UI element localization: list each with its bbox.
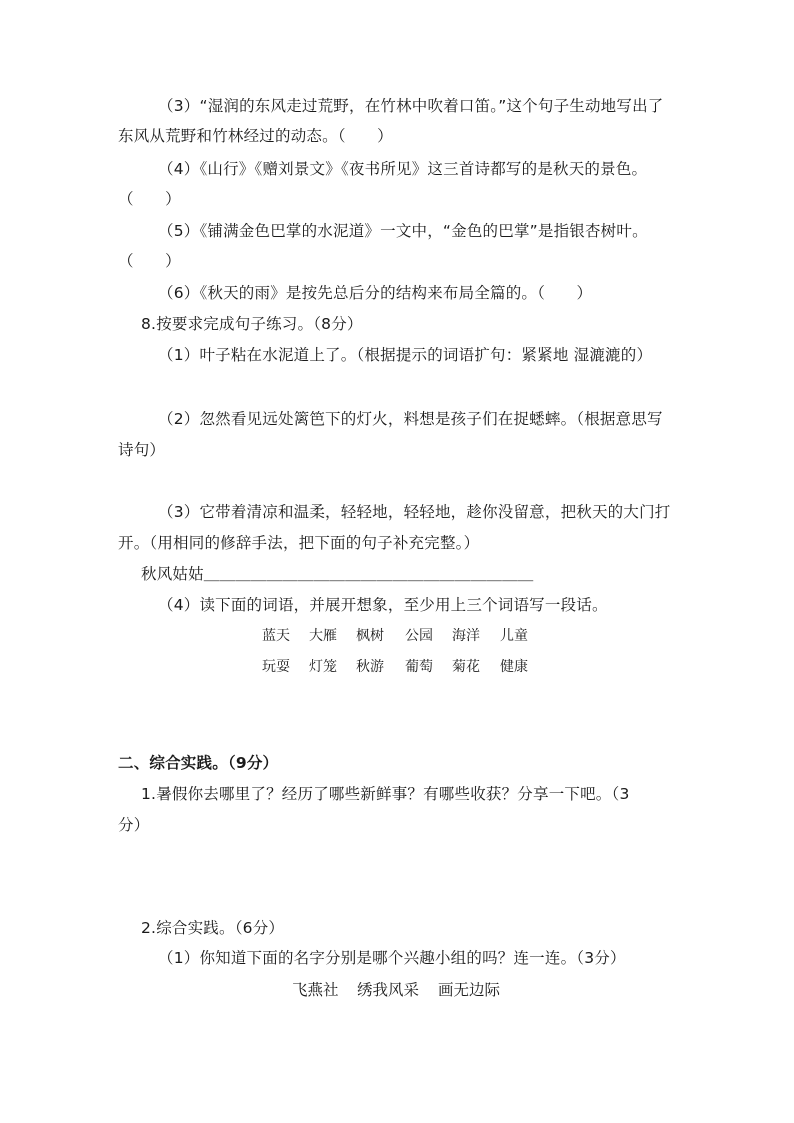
word-item: 健康 [500, 659, 528, 675]
group-name[interactable]: 飞燕社 [292, 981, 339, 999]
word-item: 公园 [405, 628, 433, 644]
word-item: 葡萄 [405, 659, 433, 675]
question-8-1: （1）叶子粘在水泥道上了。（根据提示的词语扩句：紧紧地 湿漉漉的） [158, 346, 653, 364]
section-2-heading: 二、综合实践。（9分） [118, 754, 279, 772]
word-item: 菊花 [452, 659, 480, 675]
judge-item-5-answer[interactable]: （ ） [118, 252, 181, 270]
word-item: 玩耍 [262, 659, 290, 675]
question-8-3-line2: 开。（用相同的修辞手法，把下面的句子补充完整。） [118, 534, 480, 552]
section-2-q1-line2: 分） [118, 816, 150, 834]
section-2-q2-title: 2.综合实践。（6分） [141, 919, 285, 937]
word-item: 秋游 [356, 659, 384, 675]
question-8-3-line1: （3）它带着清凉和温柔，轻轻地，轻轻地，趁你没留意，把秋天的大门打 [158, 503, 671, 521]
question-8-title: 8.按要求完成句子练习。（8分） [141, 315, 363, 333]
judge-item-4-answer[interactable]: （ ） [118, 190, 181, 208]
section-2-q2-sub1: （1）你知道下面的名字分别是哪个兴趣小组的吗？连一连。（3分） [158, 949, 626, 967]
word-list-row-1 [262, 627, 528, 645]
interest-group-names [292, 980, 500, 1000]
word-item: 枫树 [356, 628, 384, 644]
judge-item-4-line1: （4）《山行》《赠刘景文》《夜书所见》这三首诗都写的是秋天的景色。 [158, 160, 648, 178]
question-8-2-line2: 诗句） [118, 441, 166, 459]
word-item: 海洋 [452, 628, 480, 644]
word-item: 大雁 [309, 628, 337, 644]
question-8-3-fill-blank[interactable]: 秋风姑姑＿＿＿＿＿＿＿＿＿＿＿＿＿＿＿＿＿＿＿＿＿ [141, 565, 534, 583]
word-item: 儿童 [500, 628, 528, 644]
judge-item-6: （6）《秋天的雨》是按先总后分的结构来布局全篇的。（ ） [158, 284, 593, 302]
word-item: 蓝天 [262, 628, 290, 644]
question-8-2-line1: （2）忽然看见远处篱笆下的灯火，料想是孩子们在捉蟋蟀。（根据意思写 [158, 410, 663, 428]
word-list-row-2 [262, 658, 528, 676]
group-name[interactable]: 画无边际 [438, 981, 501, 999]
judge-item-5-line1: （5）《铺满金色巴掌的水泥道》一文中，“金色的巴掌”是指银杏树叶。 [158, 222, 648, 240]
judge-item-3-line1: （3）“湿润的东风走过荒野，在竹林中吹着口笛。”这个句子生动地写出了 [158, 97, 664, 115]
question-8-4: （4）读下面的词语，并展开想象，至少用上三个词语写一段话。 [158, 596, 608, 614]
judge-item-3-line2: 东风从荒野和竹林经过的动态。（ ） [118, 127, 393, 145]
group-name[interactable]: 绣我风采 [357, 981, 420, 999]
section-2-q1-line1: 1.暑假你去哪里了？经历了哪些新鲜事？有哪些收获？分享一下吧。（3 [141, 785, 630, 803]
word-item: 灯笼 [309, 659, 337, 675]
